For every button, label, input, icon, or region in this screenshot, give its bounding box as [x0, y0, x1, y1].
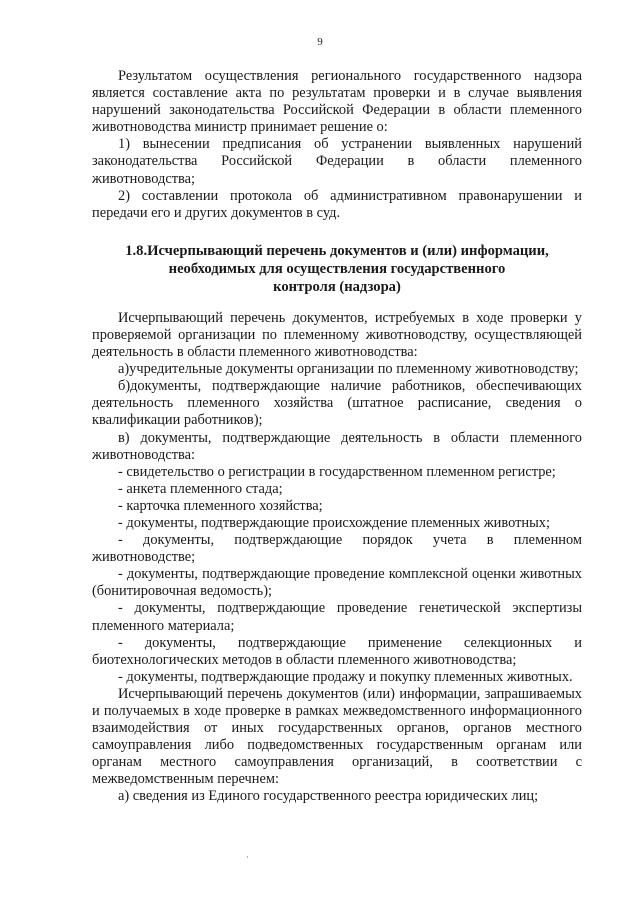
list-item-c: в) документы, подтверждающие деятельность в области племенного животноводства: — [92, 429, 582, 463]
list-item-a2: а) сведения из Единого государственного реестра юридических лиц; — [118, 788, 539, 805]
dash-item: - документы, подтверждающие продажу и покупку племенных животных. — [118, 668, 573, 685]
dash-item: - свидетельство о регистрации в государственном племенном регистре; — [118, 463, 556, 480]
dash-item: - анкета племенного стада; — [118, 480, 283, 497]
paragraph-decision-1: 1) вынесении предписания об устранении выявленных нарушений законодательства Российской Федерации в области племенного животноводства; — [92, 136, 582, 187]
dash-item: - документы, подтверждающие порядок учета в племенном животноводстве; — [92, 532, 582, 566]
dash-item: - карточка племенного хозяйства; — [118, 497, 323, 514]
list-item-a: а)учредительные документы организации по племенному животноводству; — [118, 361, 579, 378]
dash-item: - документы, подтверждающие проведение комплексной оценки животных (бонитировочная ведомость); — [92, 566, 582, 600]
page-number: 9 — [317, 36, 323, 48]
section-heading — [92, 242, 582, 296]
document-body — [92, 68, 582, 806]
list-item-b: б)документы, подтверждающие наличие работников, обеспечивающих деятельность племенного хозяйства (штатное расписание, сведения о квалификации работников); — [92, 378, 582, 429]
dash-item: - документы, подтверждающие применение селекционных и биотехнологических методов в области племенного животноводства; — [92, 634, 582, 668]
paragraph-result: Результатом осуществления регионального государственного надзора является составление акта по результатам проверки и в случае выявления нарушений законодательства Российской Федерации в области племенного животноводства министр принимает решение о: — [92, 68, 582, 136]
scan-mark: · — [246, 852, 249, 862]
section-heading-line: контроля (надзора) — [273, 278, 401, 295]
paragraph-decision-2: 2) составлении протокола об административном правонарушении и передачи его и других документов в суд. — [92, 187, 582, 221]
paragraph-list-intro: Исчерпывающий перечень документов, истребуемых в ходе проверки у проверяемой организации по племенному животноводству, осуществляющей деятельность в области племенного животноводства: — [92, 309, 582, 361]
paragraph-interagency: Исчерпывающий перечень документов (или) информации, запрашиваемых и получаемых в ходе проверке в рамках межведомственного информационного взаимодействия от иных государственных органов, органов местного самоуправления либо подведомственных государственным органам или органам местного самоуправления организаций, в соответствии с межведомственным перечнем: — [92, 685, 582, 788]
dash-item: - документы, подтверждающие проведение генетической экспертизы племенного материала; — [92, 600, 582, 634]
section-heading-line: 1.8.Исчерпывающий перечень документов и (или) информации, — [125, 242, 549, 259]
dash-item: - документы, подтверждающие происхождение племенных животных; — [118, 514, 550, 531]
section-heading-line: необходимых для осуществления государственного — [168, 260, 506, 277]
